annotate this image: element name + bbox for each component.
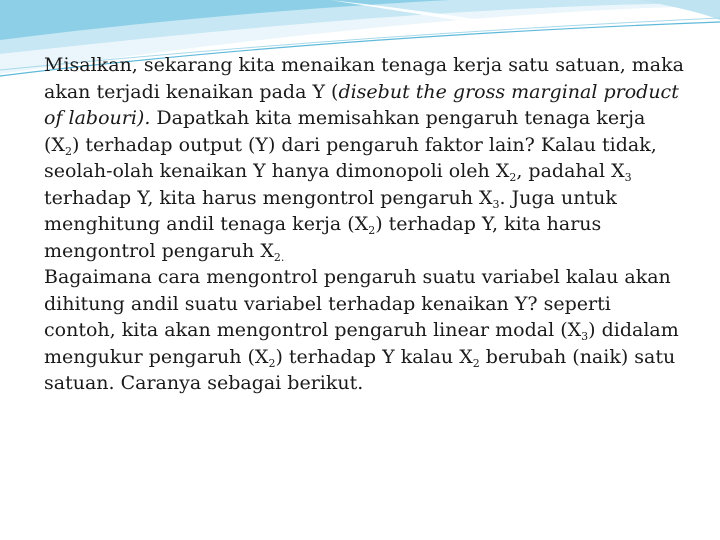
paragraph-1 (44, 52, 684, 264)
p2-text-1: Bagaimana cara mengontrol pengaruh suatu variabel kalau akan dihitung andil suatu variabel terhadap kenaikan Y? seperti contoh, kita akan mengontrol pengaruh linear modal (X (44, 266, 671, 341)
p2-text-2: ) didalam mengukur pengaruh (X (44, 319, 679, 368)
p1-text-3: ) terhadap output (Y) dari pengaruh faktor lain? Kalau tidak, seolah-olah kenaikan Y hanya dimonopoli oleh X (44, 133, 657, 182)
p1-subscript-2: 2 (509, 171, 517, 184)
paragraph-2 (44, 264, 684, 397)
p1-text-2: Dapatkah kita memisahkan pengaruh tenaga kerja (X (44, 107, 646, 156)
p1-subscript-1: 2 (64, 144, 72, 158)
p1-subscript-5: 2 (368, 224, 376, 237)
p1-text-7: ) terhadap Y, kita harus mengontrol pengaruh X (44, 213, 602, 262)
p1-text-4: , padahal X (516, 160, 625, 182)
p1-text-1: Misalkan, sekarang kita menaikan tenaga kerja satu satuan, maka akan terjadi kenaikan pada Y ( (44, 54, 684, 103)
p1-subscript-6: 2. (273, 250, 285, 264)
p1-text-6: . Juga untuk menghitung andil tenaga kerja (X (44, 186, 617, 235)
slide-body (44, 52, 684, 397)
p2-text-3: ) terhadap Y kalau X (275, 345, 473, 368)
p2-subscript-3: 2 (472, 356, 480, 370)
p1-italic-term: disebut the gross marginal product of labouri). (44, 80, 679, 129)
p2-text-4: berubah (naik) satu satuan. Caranya sebagai berikut. (44, 345, 676, 394)
p1-subscript-4: 3 (492, 197, 500, 211)
p1-subscript-3: 3 (624, 171, 632, 184)
p2-subscript-2: 2 (268, 356, 276, 370)
p2-subscript-1: 3 (581, 330, 589, 343)
p1-text-5: terhadap Y, kita harus mengontrol pengaruh X (44, 186, 493, 209)
